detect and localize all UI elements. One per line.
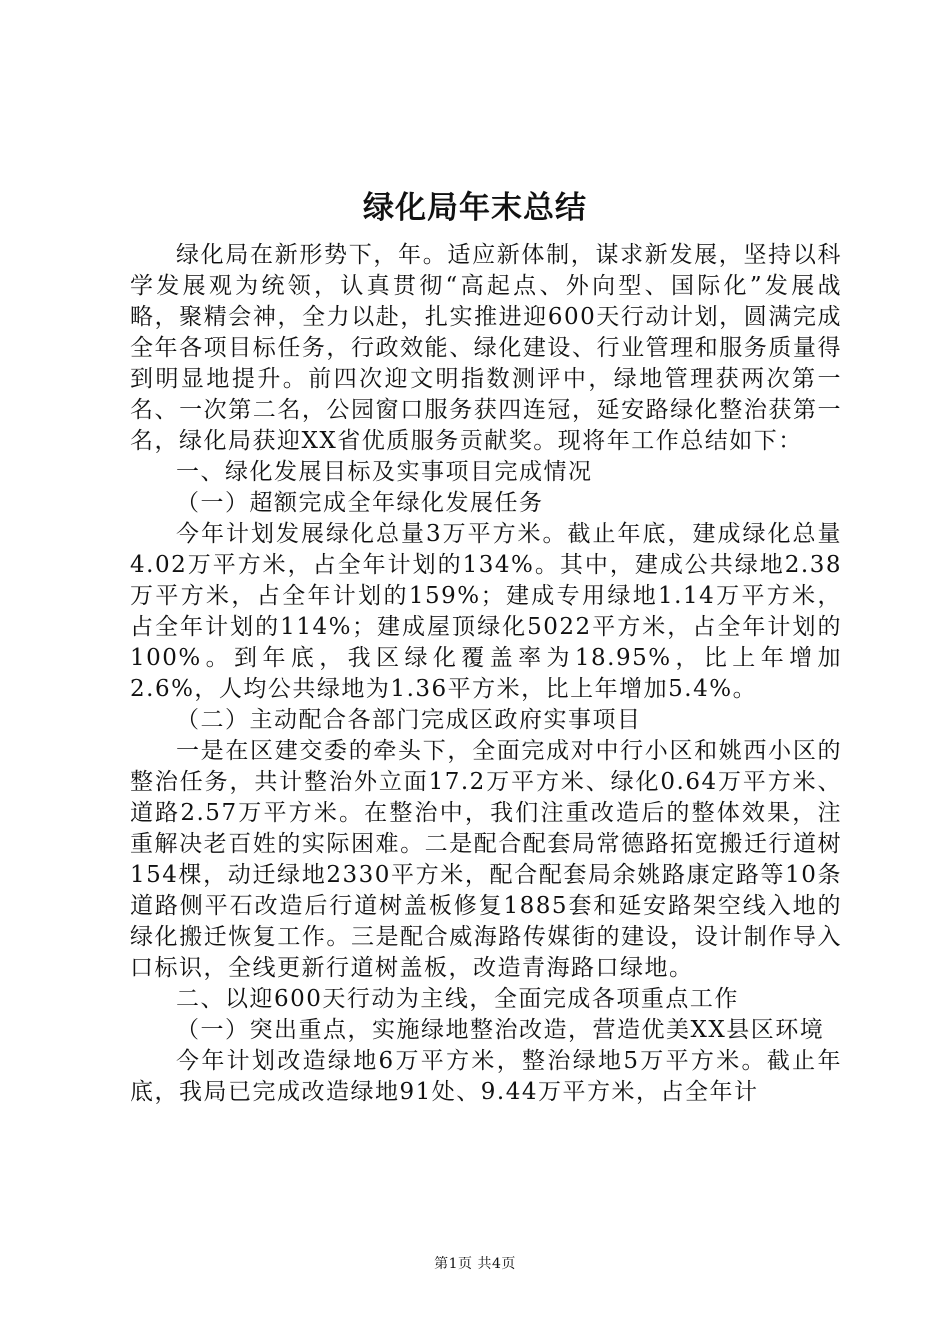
document-title: 绿化局年末总结 bbox=[363, 190, 587, 226]
subsection-heading-1-2: （二）主动配合各部门完成区政府实事项目 bbox=[176, 707, 642, 733]
subsection-heading-1-1: （一）超额完成全年绿化发展任务 bbox=[176, 490, 544, 516]
paragraph-practical-projects: 一是在区建交委的牵头下，全面完成对中行小区和姚西小区的整治任务，共计整治外立面17.2万平方米、绿化0.64万平方米、道路2.57万平方米。在整治中，我们注重改造后的整体效果，注重解决老百姓的实际困难。二是配合配套局常德路拓宽搬迁行道树154棵，动迁绿地2330平方米，配合配套局余姚路康定路等10条道路侧平石改造后行道树盖板修复1885套和延安路架空线入地的绿化搬迁恢复工作。三是配合威海路传媒街的建设，设计制作导入口标识，全线更新行道树盖板，改造青海路口绿地。 bbox=[130, 738, 842, 981]
document-body bbox=[130, 240, 842, 1108]
subsection-heading-2-1: （一）突出重点，实施绿地整治改造，营造优美XX县区环境 bbox=[176, 1017, 825, 1043]
section-heading-1: 一、绿化发展目标及实事项目完成情况 bbox=[176, 459, 593, 485]
paragraph-greening-total: 今年计划发展绿化总量3万平方米。截止年底，建成绿化总量4.02万平方米，占全年计划的134%。其中，建成公共绿地2.38万平方米，占全年计划的159%；建成专用绿地1.14万平方米，占全年计划的114%；建成屋顶绿化5022平方米，占全年计划的100%。到年底，我区绿化覆盖率为18.95%，比上年增加2.6%，人均公共绿地为1.36平方米，比上年增加5.4%。 bbox=[130, 521, 842, 702]
section-heading-2: 二、以迎600天行动为主线，全面完成各项重点工作 bbox=[176, 986, 739, 1012]
intro-paragraph: 绿化局在新形势下，年。适应新体制，谋求新发展，坚持以科学发展观为统领，认真贯彻“高起点、外向型、国际化”发展战略，聚精会神，全力以赴，扎实推进迎600天行动计划，圆满完成全年各项目标任务，行政效能、绿化建设、行业管理和服务质量得到明显地提升。前四次迎文明指数测评中，绿地管理获两次第一名、一次第二名，公园窗口服务获四连冠，延安路绿化整治获第一名，绿化局获迎XX省优质服务贡献奖。现将年工作总结如下： bbox=[130, 242, 842, 454]
paragraph-green-renovation: 今年计划改造绿地6万平方米，整治绿地5万平方米。截止年底，我局已完成改造绿地91处、9.44万平方米，占全年计 bbox=[130, 1048, 842, 1105]
page-number-footer: 第1页 共4页 bbox=[434, 1256, 516, 1272]
